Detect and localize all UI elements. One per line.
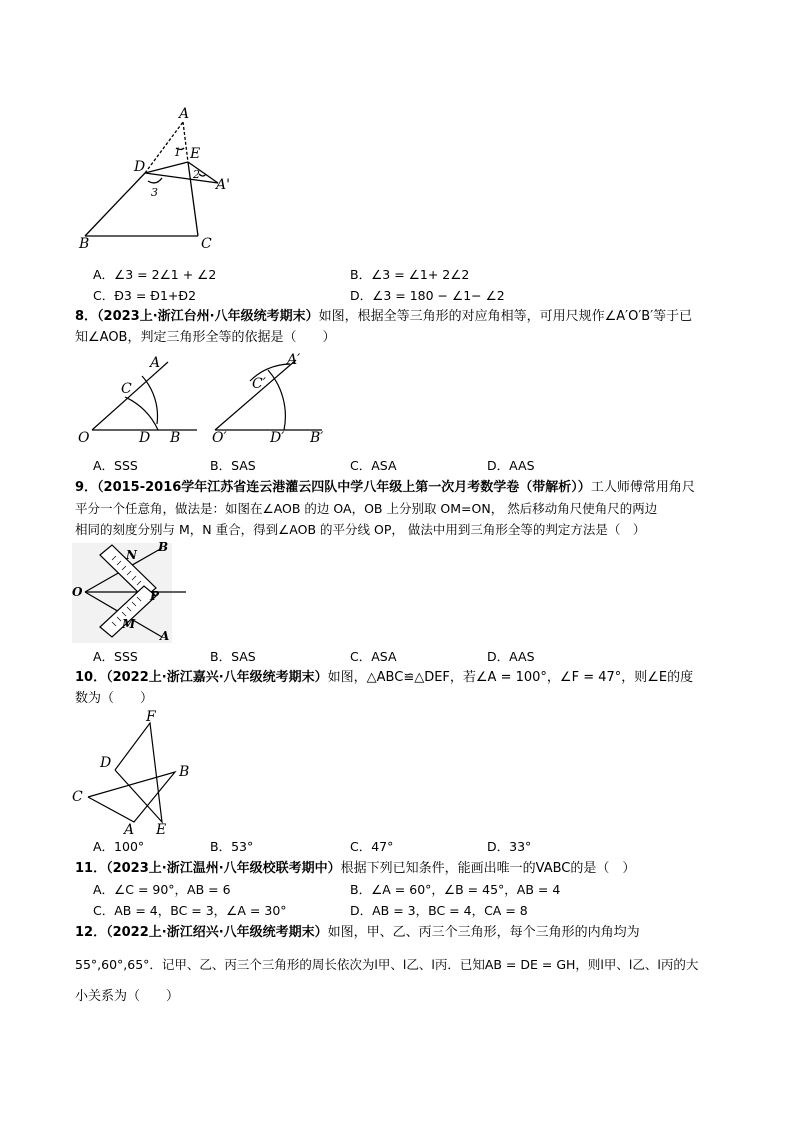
q9-text-1: 工人师傅常用角尺 bbox=[590, 480, 695, 495]
q10-label-D: D bbox=[100, 755, 112, 771]
q8-fig1-O: O bbox=[78, 430, 90, 446]
q8-option-a[interactable]: A．SSS bbox=[93, 458, 138, 473]
q8-fig2-B: B′ bbox=[310, 430, 324, 446]
q9-label-N: N bbox=[126, 548, 137, 562]
q8-number: 8． bbox=[75, 309, 98, 324]
q11-option-b[interactable]: B．∠A = 60°，∠B = 45°，AB = 4 bbox=[350, 882, 561, 897]
q9-label-A: A bbox=[160, 629, 170, 643]
q11-stem-line1 bbox=[75, 860, 635, 878]
q10-stem-line2: 数为（ ） bbox=[75, 691, 154, 706]
q9-label-O: O bbox=[72, 585, 83, 599]
q7-label-C: C bbox=[201, 236, 212, 252]
q10-label-B: B bbox=[179, 764, 190, 780]
q9-stem-line3: 相同的刻度分别与 M，N 重合，得到∠AOB 的平分线 OP， 做法中用到三角形全等的判定方法是（ ） bbox=[75, 522, 646, 537]
q9-source: （2015-2016学年江苏省连云港灌云四队中学八年级上第一次月考数学卷（带解析）） bbox=[97, 480, 591, 495]
q9-option-b[interactable]: B．SAS bbox=[210, 649, 256, 664]
q9-label-B: B bbox=[158, 540, 169, 554]
q9-stem-line2: 平分一个任意角，做法是：如图在∠AOB 的边 OA，OB 上分别取 OM=ON， 然后移动角尺使角尺的两边 bbox=[75, 501, 658, 516]
q12-stem-line1 bbox=[75, 924, 640, 942]
q7-label-A-prime: A' bbox=[216, 177, 230, 193]
q7-label-B: B bbox=[79, 236, 90, 252]
q12-text-1: 如图，甲、乙、丙三个三角形，每个三角形的内角均为 bbox=[327, 925, 640, 940]
q8-fig1-D: D bbox=[139, 430, 151, 446]
q10-option-c[interactable]: C．47° bbox=[350, 839, 394, 854]
q7-label-2: 2 bbox=[193, 168, 200, 181]
q10-label-F: F bbox=[146, 709, 156, 725]
q12-stem-line2: 55°,60°,65°．记甲、乙、丙三个三角形的周长依次为l甲、l乙、l丙．已知AB = DE = GH，则l甲、l乙、l丙的大 bbox=[75, 957, 699, 972]
q8-fig2-C: C′ bbox=[252, 376, 266, 392]
q7-option-d[interactable]: D．∠3 = 180 − ∠1− ∠2 bbox=[350, 288, 505, 303]
q7-label-1: 1 bbox=[174, 146, 181, 159]
q10-label-E: E bbox=[156, 822, 167, 838]
q7-label-A: A bbox=[179, 106, 190, 122]
q11-number: 11． bbox=[75, 861, 107, 876]
q7-label-E: E bbox=[190, 146, 201, 162]
q11-option-c[interactable]: C．AB = 4，BC = 3，∠A = 30° bbox=[93, 903, 287, 918]
q10-label-A: A bbox=[124, 822, 135, 838]
q7-option-c[interactable]: C．Ð3 = Ð1+Ð2 bbox=[93, 288, 197, 303]
q10-label-C: C bbox=[72, 789, 83, 805]
q10-option-d[interactable]: D．33° bbox=[487, 839, 532, 854]
q10-option-b[interactable]: B．53° bbox=[210, 839, 254, 854]
q11-option-a[interactable]: A．∠C = 90°，AB = 6 bbox=[93, 882, 231, 897]
q10-text-1: 如图，△ABC≌△DEF，若∠A = 100°，∠F = 47°，则∠E的度 bbox=[327, 670, 694, 685]
q8-fig1-A: A bbox=[150, 355, 161, 371]
q8-fig1-B: B bbox=[170, 430, 181, 446]
q8-option-b[interactable]: B．SAS bbox=[210, 458, 256, 473]
q9-option-a[interactable]: A．SSS bbox=[93, 649, 138, 664]
q12-source: （2022上·浙江绍兴·八年级统考期末） bbox=[106, 925, 328, 940]
q9-option-c[interactable]: C．ASA bbox=[350, 649, 397, 664]
q7-label-D: D bbox=[134, 159, 146, 175]
q11-option-d[interactable]: D．AB = 3，BC = 4，CA = 8 bbox=[350, 903, 528, 918]
q10-number: 10． bbox=[75, 670, 107, 685]
q8-stem-line2: 知∠AOB，判定三角形全等的依据是（ ） bbox=[75, 330, 336, 345]
q12-stem-line3: 小关系为（ ） bbox=[75, 989, 180, 1004]
q7-label-3: 3 bbox=[151, 186, 158, 199]
q8-text-1: 如图，根据全等三角形的对应角相等，可用尺规作∠A′O′B′等于已 bbox=[318, 309, 693, 324]
q9-number: 9． bbox=[75, 480, 98, 495]
q9-option-d[interactable]: D．AAS bbox=[487, 649, 535, 664]
q8-fig1-C: C bbox=[121, 381, 132, 397]
q11-text-1: 根据下列已知条件，能画出唯一的VABC的是（ ） bbox=[340, 861, 636, 876]
q10-source: （2022上·浙江嘉兴·八年级统考期末） bbox=[106, 670, 328, 685]
q9-label-M: M bbox=[122, 617, 136, 631]
q12-number: 12． bbox=[75, 925, 107, 940]
q7-option-b[interactable]: B．∠3 = ∠1+ 2∠2 bbox=[350, 267, 470, 282]
q8-source: （2023上·浙江台州·八年级统考期末） bbox=[97, 309, 319, 324]
q7-option-a[interactable]: A．∠3 = 2∠1 + ∠2 bbox=[93, 267, 217, 282]
q10-option-a[interactable]: A．100° bbox=[93, 839, 145, 854]
q11-source: （2023上·浙江温州·八年级校联考期中） bbox=[106, 861, 341, 876]
q8-fig2-O: O′ bbox=[212, 430, 227, 446]
q8-fig2-A: A′ bbox=[287, 352, 301, 368]
q8-option-d[interactable]: D．AAS bbox=[487, 458, 535, 473]
q9-label-P: P bbox=[150, 589, 160, 603]
q8-fig2-D: D′ bbox=[270, 430, 285, 446]
q8-option-c[interactable]: C．ASA bbox=[350, 458, 397, 473]
